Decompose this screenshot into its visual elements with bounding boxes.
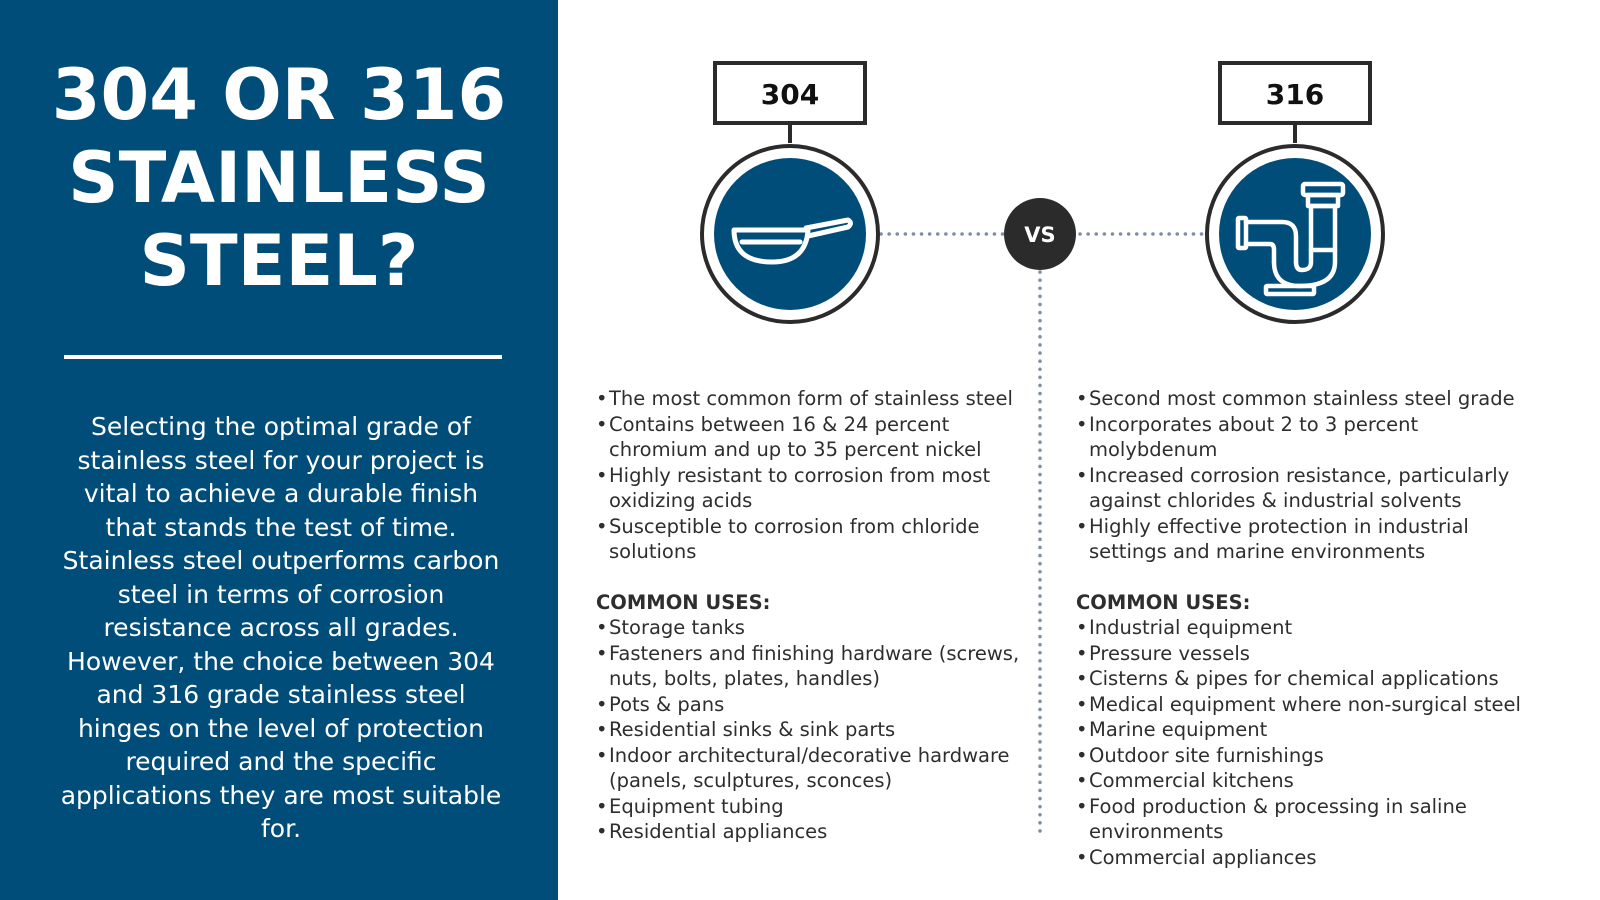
list-item: • Residential appliances [596, 819, 1026, 845]
list-item: • Outdoor site furnishings [1076, 743, 1552, 769]
list-item: • Storage tanks [596, 615, 1026, 641]
grade-304-uses [596, 615, 1026, 845]
grade-316-uses [1076, 615, 1552, 870]
left-panel [0, 0, 558, 900]
list-item: • Commercial kitchens [1076, 768, 1552, 794]
list-item: • Food production & processing in saline environments [1076, 794, 1552, 845]
list-item: • Highly resistant to corrosion from most oxidizing acids [596, 463, 1026, 514]
title-line-3: STEEL? [139, 220, 419, 302]
list-item: • Fasteners and finishing hardware (screws, nuts, bolts, plates, handles) [596, 641, 1026, 692]
list-item: • Cisterns & pipes for chemical applications [1076, 666, 1552, 692]
title-divider [64, 355, 502, 359]
list-item: • Marine equipment [1076, 717, 1552, 743]
list-item: • Equipment tubing [596, 794, 1026, 820]
grade-304-uses-heading: COMMON USES: [596, 590, 771, 614]
list-item: • Medical equipment where non-surgical steel [1076, 692, 1552, 718]
label-box-304 [715, 63, 865, 123]
list-item: • Residential sinks & sink parts [596, 717, 1026, 743]
grade-304-features [596, 386, 1026, 565]
list-item: • Commercial appliances [1076, 845, 1552, 871]
list-item: • Highly effective protection in industrial settings and marine environments [1076, 514, 1552, 565]
list-item: • Second most common stainless steel grade [1076, 386, 1552, 412]
badge-316 [1207, 146, 1383, 322]
list-item: • Indoor architectural/decorative hardware (panels, sculptures, sconces) [596, 743, 1026, 794]
badge-304 [702, 146, 878, 322]
label-box-316 [1220, 63, 1370, 123]
list-item: • Industrial equipment [1076, 615, 1552, 641]
grade-316-uses-heading: COMMON USES: [1076, 590, 1251, 614]
grade-316-features [1076, 386, 1552, 565]
list-item: • Increased corrosion resistance, particularly against chlorides & industrial solvents [1076, 463, 1552, 514]
list-item: • Pressure vessels [1076, 641, 1552, 667]
grade-304-column [596, 386, 1026, 845]
vs-label: VS [1024, 223, 1056, 247]
title-line-2: STAINLESS [68, 137, 490, 219]
vs-badge [1004, 198, 1076, 270]
label-304: 304 [760, 78, 820, 111]
main-title [20, 54, 538, 303]
intro-paragraph: Selecting the optimal grade of stainless steel for your project is vital to achieve a durable finish that stands the test of time. Stainless steel outperforms carbon steel in terms of corrosion resistance across all grades. However, the choice between 304 and 316 grade stainless steel hinges on the level of protection required and the specific applications they are most suitable for. [60, 412, 502, 843]
list-item: • Pots & pans [596, 692, 1026, 718]
label-316: 316 [1265, 78, 1325, 111]
grade-316-column [1076, 386, 1552, 870]
list-item: • The most common form of stainless steel [596, 386, 1026, 412]
title-line-1: 304 OR 316 [51, 54, 507, 136]
list-item: • Contains between 16 & 24 percent chromium and up to 35 percent nickel [596, 412, 1026, 463]
list-item: • Incorporates about 2 to 3 percent molybdenum [1076, 412, 1552, 463]
list-item: • Susceptible to corrosion from chloride solutions [596, 514, 1026, 565]
